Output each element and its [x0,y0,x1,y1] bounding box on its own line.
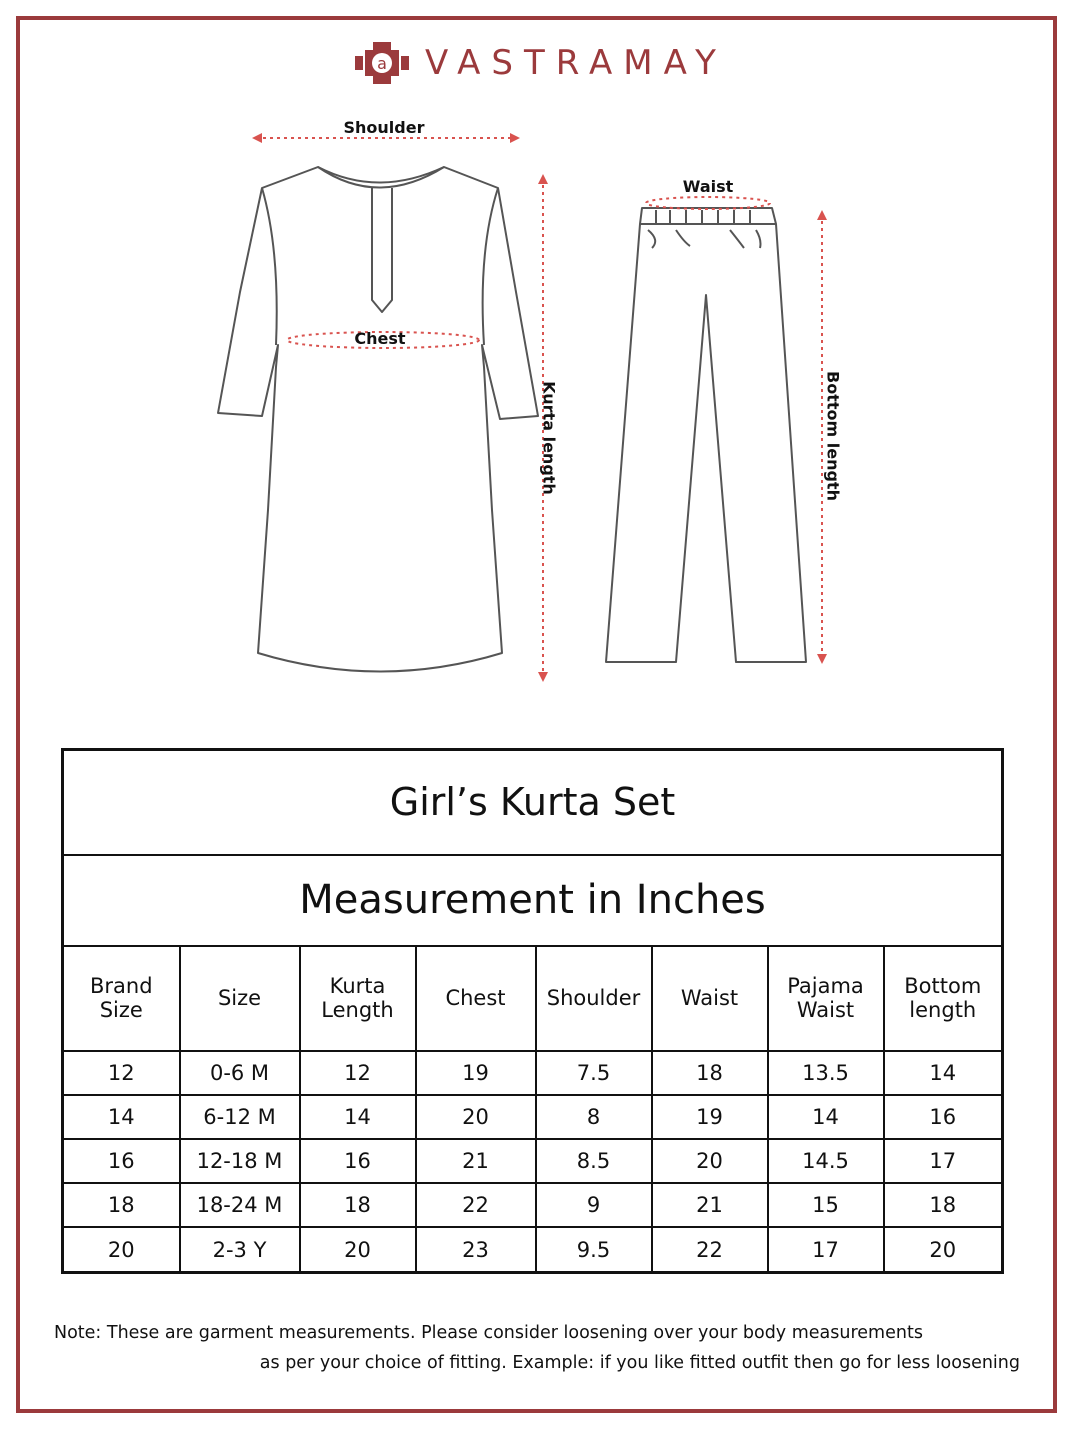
bottom-length-label: Bottom length [823,371,843,501]
column-header-line: length [909,998,977,1023]
table-row [63,1227,1003,1272]
column-header-line: Kurta [329,974,386,999]
table-cell: 21 [652,1183,768,1227]
size-chart-table [61,748,1004,1274]
table-header-row [63,946,1003,1050]
table-cell: 14.5 [768,1139,884,1183]
column-header [63,946,180,1050]
table-cell: 0-6 M [180,1051,300,1095]
kurta-measure-lines [256,138,543,678]
table-cell: 9 [536,1183,652,1227]
table-cell: 12 [63,1051,180,1095]
table-cell: 20 [300,1227,416,1272]
table-cell: 14 [300,1095,416,1139]
table-cell: 22 [652,1227,768,1272]
table-body [63,1051,1003,1273]
table-subtitle-row [63,855,1003,947]
chest-label: Chest [354,329,406,348]
pajama-drawing [606,208,806,662]
column-header-line: Size [217,986,262,1011]
table-title-row [63,750,1003,855]
garment-diagram [0,100,1080,700]
column-header-line: Bottom [904,974,982,999]
column-header [180,946,300,1050]
table-cell: 8.5 [536,1139,652,1183]
table-cell: 18 [63,1183,180,1227]
brand-name: VASTRAMAY [425,43,727,83]
column-header-line: Shoulder [546,986,641,1011]
table-title: Girl’s Kurta Set [63,750,1003,855]
table-cell: 2-3 Y [180,1227,300,1272]
table-cell: 7.5 [536,1051,652,1095]
table-cell: 12 [300,1051,416,1095]
table-cell: 20 [652,1139,768,1183]
table-cell: 20 [416,1095,536,1139]
table-cell: 15 [768,1183,884,1227]
table-cell: 17 [768,1227,884,1272]
column-header-line: Brand [89,974,153,999]
vastramay-logo-icon [353,40,411,86]
table-cell: 21 [416,1139,536,1183]
column-header [884,946,1003,1050]
table-cell: 20 [884,1227,1003,1272]
pajama-measure-lines [646,197,822,660]
column-header-line: Waist [796,998,855,1023]
table-cell: 14 [884,1051,1003,1095]
table-row [63,1139,1003,1183]
table-cell: 18-24 M [180,1183,300,1227]
table-cell: 17 [884,1139,1003,1183]
kurta-drawing [218,167,538,672]
column-header-line: Pajama [787,974,864,999]
note-line-2: as per your choice of fitting. Example: if you like fitted outfit then go for less loosening [259,1353,1020,1373]
table-cell: 14 [768,1095,884,1139]
table-cell: 12-18 M [180,1139,300,1183]
table-cell: 20 [63,1227,180,1272]
brand-header [0,38,1080,88]
column-header-line: Waist [680,986,739,1011]
column-header-line: Size [99,998,143,1023]
table-cell: 23 [416,1227,536,1272]
table-cell: 14 [63,1095,180,1139]
column-header [652,946,768,1050]
table-subtitle: Measurement in Inches [63,855,1003,947]
table-cell: 22 [416,1183,536,1227]
column-header [536,946,652,1050]
table-cell: 6-12 M [180,1095,300,1139]
column-header [300,946,416,1050]
table-cell: 18 [652,1051,768,1095]
fitting-note [54,1318,1020,1378]
table-cell: 16 [63,1139,180,1183]
column-header-line: Chest [445,986,506,1011]
table-row [63,1095,1003,1139]
table-cell: 18 [300,1183,416,1227]
column-header-line: Length [321,998,394,1023]
column-header [416,946,536,1050]
table-cell: 8 [536,1095,652,1139]
table-cell: 19 [652,1095,768,1139]
logo-letter: a [377,54,387,73]
note-line-1: Note: These are garment measurements. Please consider loosening over your body measurements [54,1323,923,1343]
table-cell: 16 [300,1139,416,1183]
waist-label: Waist [682,177,734,196]
shoulder-label: Shoulder [343,118,425,137]
table-cell: 9.5 [536,1227,652,1272]
column-header [768,946,884,1050]
table-cell: 13.5 [768,1051,884,1095]
table-cell: 16 [884,1095,1003,1139]
table-row [63,1051,1003,1095]
table-cell: 19 [416,1051,536,1095]
table-row [63,1183,1003,1227]
table-cell: 18 [884,1183,1003,1227]
kurta-length-label: Kurta length [539,381,559,495]
